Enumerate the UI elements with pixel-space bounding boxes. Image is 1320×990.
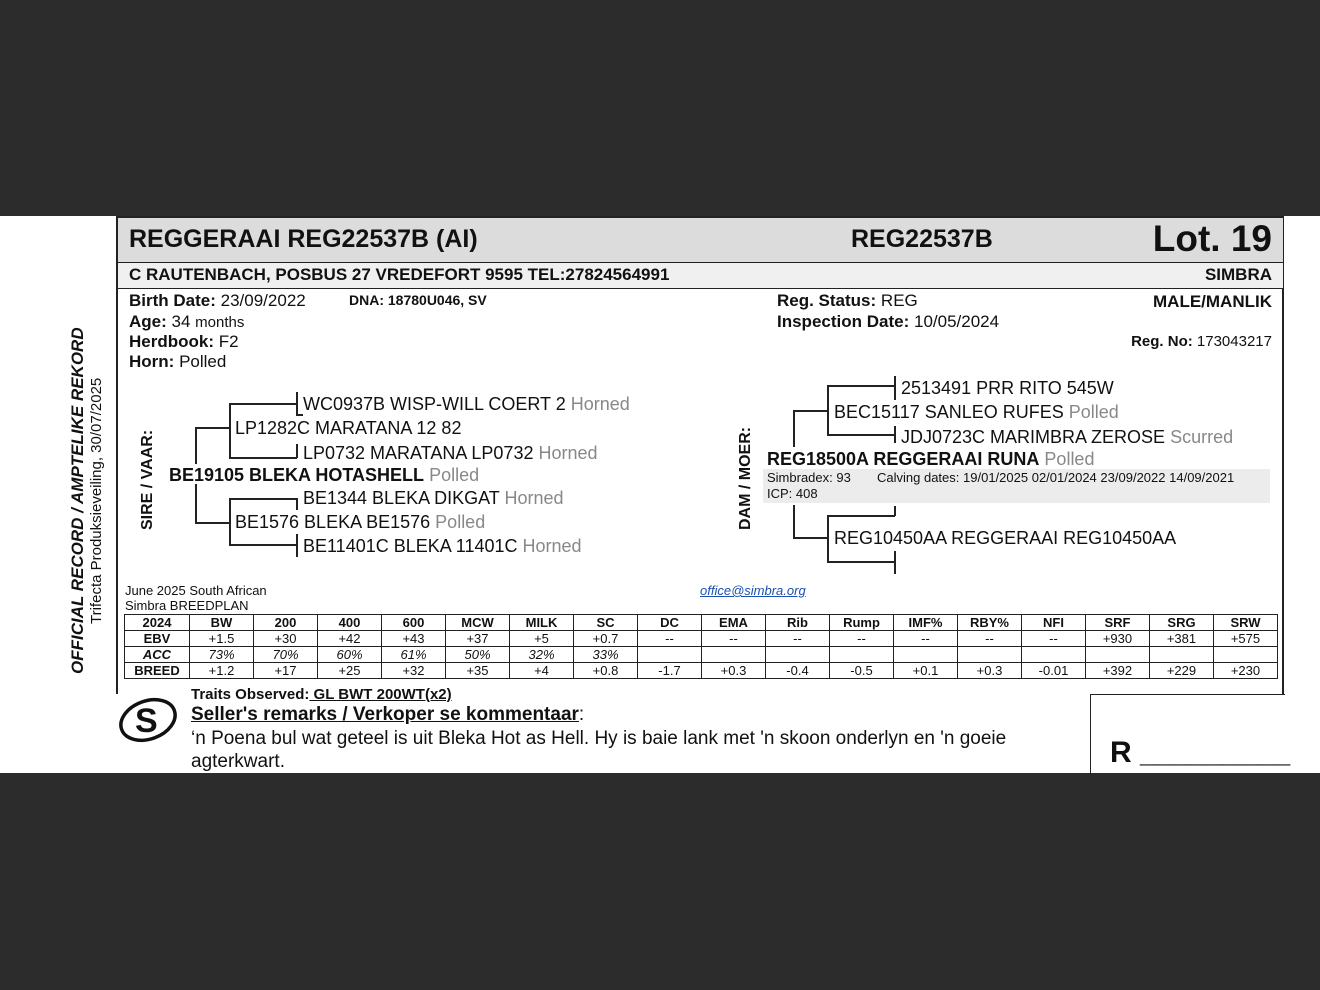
dam-sire-dam-name: JDJ0723C MARIMBRA ZEROSE xyxy=(901,427,1166,447)
reg-no xyxy=(1131,333,1272,350)
svg-text:S: S xyxy=(135,702,158,740)
table-cell: +575 xyxy=(1214,631,1278,647)
table-cell xyxy=(958,647,1022,663)
table-cell: +0.8 xyxy=(574,663,638,679)
dam-sire-name: BEC15117 SANLEO RUFES xyxy=(834,402,1064,422)
dam-sire-dam-horn: Scurred xyxy=(1170,427,1234,447)
traits-value: GL BWT 200WT(x2) xyxy=(309,686,452,703)
ped-line xyxy=(229,498,297,500)
lot-card-sheet xyxy=(0,216,1320,773)
birth-date-label: Birth Date: xyxy=(129,291,216,310)
table-cell: -- xyxy=(766,631,830,647)
age-value: 34 xyxy=(171,312,191,331)
sire-dam xyxy=(235,512,485,533)
table-cell: +0.3 xyxy=(702,663,766,679)
owner-address: C RAUTENBACH, POSBUS 27 VREDEFORT 9595 TEL:27824564991 xyxy=(129,265,670,284)
calving-dates xyxy=(877,470,1234,485)
table-cell: RBY% xyxy=(958,615,1022,631)
herdbook xyxy=(129,332,239,352)
table-cell xyxy=(1150,647,1214,663)
reg-status xyxy=(777,291,918,311)
sire-dam-sire xyxy=(303,488,564,509)
table-cell: +5 xyxy=(510,631,574,647)
ped-line xyxy=(793,410,828,412)
reg-no-label: Reg. No: xyxy=(1131,333,1193,350)
table-cell xyxy=(830,647,894,663)
calving-date: 19/01/2025 xyxy=(963,470,1029,485)
table-cell: EMA xyxy=(702,615,766,631)
table-cell: MCW xyxy=(446,615,510,631)
ped-line xyxy=(793,505,795,538)
table-cell: +930 xyxy=(1086,631,1150,647)
reg-status-value: REG xyxy=(880,291,918,310)
dam-sire xyxy=(834,402,1119,423)
table-cell: EBV xyxy=(125,631,190,647)
ped-line xyxy=(894,506,896,516)
ped-line xyxy=(195,427,197,464)
inspection-date-label: Inspection Date: xyxy=(777,312,910,331)
ped-line xyxy=(229,544,297,546)
age-label: Age: xyxy=(129,312,167,331)
ped-line xyxy=(827,385,895,387)
ped-line xyxy=(827,515,829,562)
dam-dam: REG10450AA REGGERAAI REG10450AA xyxy=(834,528,1177,548)
sire-dam-name: BE1576 BLEKA BE1576 xyxy=(235,512,431,532)
traits-label: Traits Observed: xyxy=(191,686,310,703)
table-cell: BREED xyxy=(125,663,190,679)
reg-no-value: 173043217 xyxy=(1196,333,1272,350)
ebv-header-row xyxy=(125,615,1278,631)
acc-row xyxy=(125,647,1278,663)
herdbook-label: Herdbook: xyxy=(129,332,214,351)
table-cell xyxy=(766,647,830,663)
dam-sire-horn: Polled xyxy=(1068,402,1119,422)
price-label[interactable]: R _________ xyxy=(1110,736,1291,769)
herdbook-value: F2 xyxy=(218,332,239,351)
table-cell: +25 xyxy=(318,663,382,679)
table-cell xyxy=(638,647,702,663)
table-cell: Rib xyxy=(766,615,830,631)
inspection-date xyxy=(777,312,999,332)
table-cell: +43 xyxy=(382,631,446,647)
table-cell: +0.7 xyxy=(574,631,638,647)
table-cell: 73% xyxy=(190,647,254,663)
remarks-line1: ‘n Poena bul wat geteel is uit Bleka Hot as Hell. Hy is baie lank met 'n skoon onderlyn en 'n goeie xyxy=(191,728,1007,749)
ped-line xyxy=(229,403,297,405)
table-cell: SC xyxy=(574,615,638,631)
table-cell xyxy=(1022,647,1086,663)
ebv-row xyxy=(125,631,1278,647)
sire-dam-dam-name: BE11401C BLEKA 11401C xyxy=(303,536,518,556)
table-cell: 33% xyxy=(574,647,638,663)
ped-line xyxy=(229,498,231,545)
horn xyxy=(129,352,226,372)
table-cell: +37 xyxy=(446,631,510,647)
ped-line xyxy=(894,426,896,443)
table-cell: +32 xyxy=(382,663,446,679)
sex-label: MALE/MANLIK xyxy=(1153,292,1272,311)
traits-observed xyxy=(191,686,452,703)
inspection-date-value: 10/05/2024 xyxy=(913,312,1000,331)
table-cell: +0.3 xyxy=(958,663,1022,679)
table-cell: 2024 xyxy=(125,615,190,631)
ped-line xyxy=(827,561,895,563)
table-cell: -- xyxy=(830,631,894,647)
table-cell: 50% xyxy=(446,647,510,663)
sire xyxy=(169,465,479,486)
dam-name: REG18500A REGGERAAI RUNA xyxy=(767,449,1040,469)
table-cell: BW xyxy=(190,615,254,631)
table-cell: 200 xyxy=(254,615,318,631)
calving-date: 14/09/2021 xyxy=(1169,470,1235,485)
table-cell xyxy=(1086,647,1150,663)
dam xyxy=(767,449,1094,470)
table-cell: -- xyxy=(638,631,702,647)
breed-row xyxy=(125,663,1278,679)
ebv-table xyxy=(124,614,1278,679)
ped-line xyxy=(296,534,298,557)
dam-sire-dam xyxy=(901,427,1233,448)
table-cell: -1.7 xyxy=(638,663,702,679)
dam-sire-sire: 2513491 PRR RITO 545W xyxy=(901,378,1114,398)
ped-line xyxy=(894,551,896,574)
sire-sire-sire-name: WC0937B WISP-WILL COERT 2 xyxy=(303,394,566,414)
table-cell: Rump xyxy=(830,615,894,631)
ped-line xyxy=(827,515,895,517)
sire-dam-sire-name: BE1344 BLEKA DIKGAT xyxy=(303,488,500,508)
table-cell: ACC xyxy=(125,647,190,663)
sire-sire-sire-horn: Horned xyxy=(570,394,630,414)
table-cell: -- xyxy=(702,631,766,647)
table-cell: -- xyxy=(894,631,958,647)
table-cell: 61% xyxy=(382,647,446,663)
table-cell: +381 xyxy=(1150,631,1214,647)
sire-sire-dam-name: LP0732 MARATANA LP0732 xyxy=(303,443,534,463)
sire-label: SIRE / VAAR: xyxy=(139,429,156,530)
reg-status-label: Reg. Status: xyxy=(777,291,877,310)
table-cell: -0.5 xyxy=(830,663,894,679)
table-cell: NFI xyxy=(1022,615,1086,631)
table-cell: +4 xyxy=(510,663,574,679)
table-cell: DC xyxy=(638,615,702,631)
table-cell: 400 xyxy=(318,615,382,631)
official-record-label: OFFICIAL RECORD / AMPTELIKE REKORD xyxy=(68,327,87,674)
breed-label: SIMBRA xyxy=(1204,265,1272,284)
sire-name: BE19105 BLEKA HOTASHELL xyxy=(169,465,425,485)
sire-dam-dam xyxy=(303,536,582,557)
sire-sire-dam xyxy=(303,443,598,464)
animal-name: REGGERAAI REG22537B (AI) xyxy=(129,225,478,253)
table-cell: +1.5 xyxy=(190,631,254,647)
table-cell: +17 xyxy=(254,663,318,679)
lot-number: Lot. 19 xyxy=(1152,218,1272,259)
table-cell: 32% xyxy=(510,647,574,663)
breedplan-line1: June 2025 South African xyxy=(125,583,267,598)
calving-label: Calving dates: xyxy=(877,470,960,485)
table-cell: 70% xyxy=(254,647,318,663)
simbradex: Simbradex: 93 xyxy=(767,470,851,485)
table-cell xyxy=(1214,647,1278,663)
sire-sire: LP1282C MARATANA 12 82 xyxy=(235,418,462,438)
table-cell: SRG xyxy=(1150,615,1214,631)
table-cell: 60% xyxy=(318,647,382,663)
ped-line xyxy=(793,410,795,447)
sire-sire-dam-horn: Horned xyxy=(538,443,598,463)
ped-line xyxy=(296,444,298,458)
animal-id: REG22537B xyxy=(851,225,993,253)
ped-line xyxy=(793,537,828,539)
sire-dam-horn: Polled xyxy=(435,512,486,532)
simbra-logo xyxy=(117,694,181,746)
ped-line xyxy=(229,457,297,459)
table-cell: SRW xyxy=(1214,615,1278,631)
horn-label: Horn: xyxy=(129,352,175,371)
calving-date: 23/09/2022 xyxy=(1100,470,1166,485)
ped-line xyxy=(229,403,231,458)
table-cell: SRF xyxy=(1086,615,1150,631)
table-cell: +230 xyxy=(1214,663,1278,679)
table-cell: -0.01 xyxy=(1022,663,1086,679)
table-cell: -0.4 xyxy=(766,663,830,679)
table-cell: +30 xyxy=(254,631,318,647)
table-cell: +0.1 xyxy=(894,663,958,679)
table-cell: -- xyxy=(1022,631,1086,647)
dam-label: DAM / MOER: xyxy=(737,426,754,530)
birth-date xyxy=(129,291,306,311)
birth-date-value: 23/09/2022 xyxy=(220,291,306,310)
email-link[interactable]: office@simbra.org xyxy=(700,583,806,598)
sire-horn: Polled xyxy=(429,465,480,485)
calving-date: 02/01/2024 xyxy=(1031,470,1097,485)
table-cell: 600 xyxy=(382,615,446,631)
ped-line xyxy=(894,376,896,400)
ped-line xyxy=(195,522,230,524)
age xyxy=(129,312,244,332)
table-cell: +229 xyxy=(1150,663,1214,679)
remarks-title-text: Seller's remarks / Verkoper se kommentaar xyxy=(191,704,579,725)
horn-value: Polled xyxy=(179,352,227,371)
remarks-title: Seller's remarks / Verkoper se kommentaar: xyxy=(191,704,585,725)
table-cell: -- xyxy=(958,631,1022,647)
table-cell: +42 xyxy=(318,631,382,647)
auction-label: Trifecta Produksieveiling, 30/07/2025 xyxy=(88,377,105,624)
table-cell: MILK xyxy=(510,615,574,631)
table-cell xyxy=(702,647,766,663)
dam-horn: Polled xyxy=(1044,449,1095,469)
breedplan-line2: Simbra BREEDPLAN xyxy=(125,598,249,613)
table-cell: +392 xyxy=(1086,663,1150,679)
icp: ICP: 408 xyxy=(767,486,818,501)
ped-line xyxy=(195,484,197,523)
table-cell: +1.2 xyxy=(190,663,254,679)
sire-dam-sire-horn: Horned xyxy=(504,488,564,508)
table-cell xyxy=(894,647,958,663)
table-cell: +35 xyxy=(446,663,510,679)
ped-line xyxy=(195,427,230,429)
sire-dam-dam-horn: Horned xyxy=(522,536,582,556)
age-unit: months xyxy=(195,314,245,331)
sire-sire-sire xyxy=(303,394,630,415)
remarks-line2: agterkwart. xyxy=(191,751,285,772)
ped-line xyxy=(827,434,895,436)
ped-line xyxy=(296,498,298,510)
table-cell: IMF% xyxy=(894,615,958,631)
dna-info: DNA: 18780U046, SV xyxy=(349,292,487,308)
